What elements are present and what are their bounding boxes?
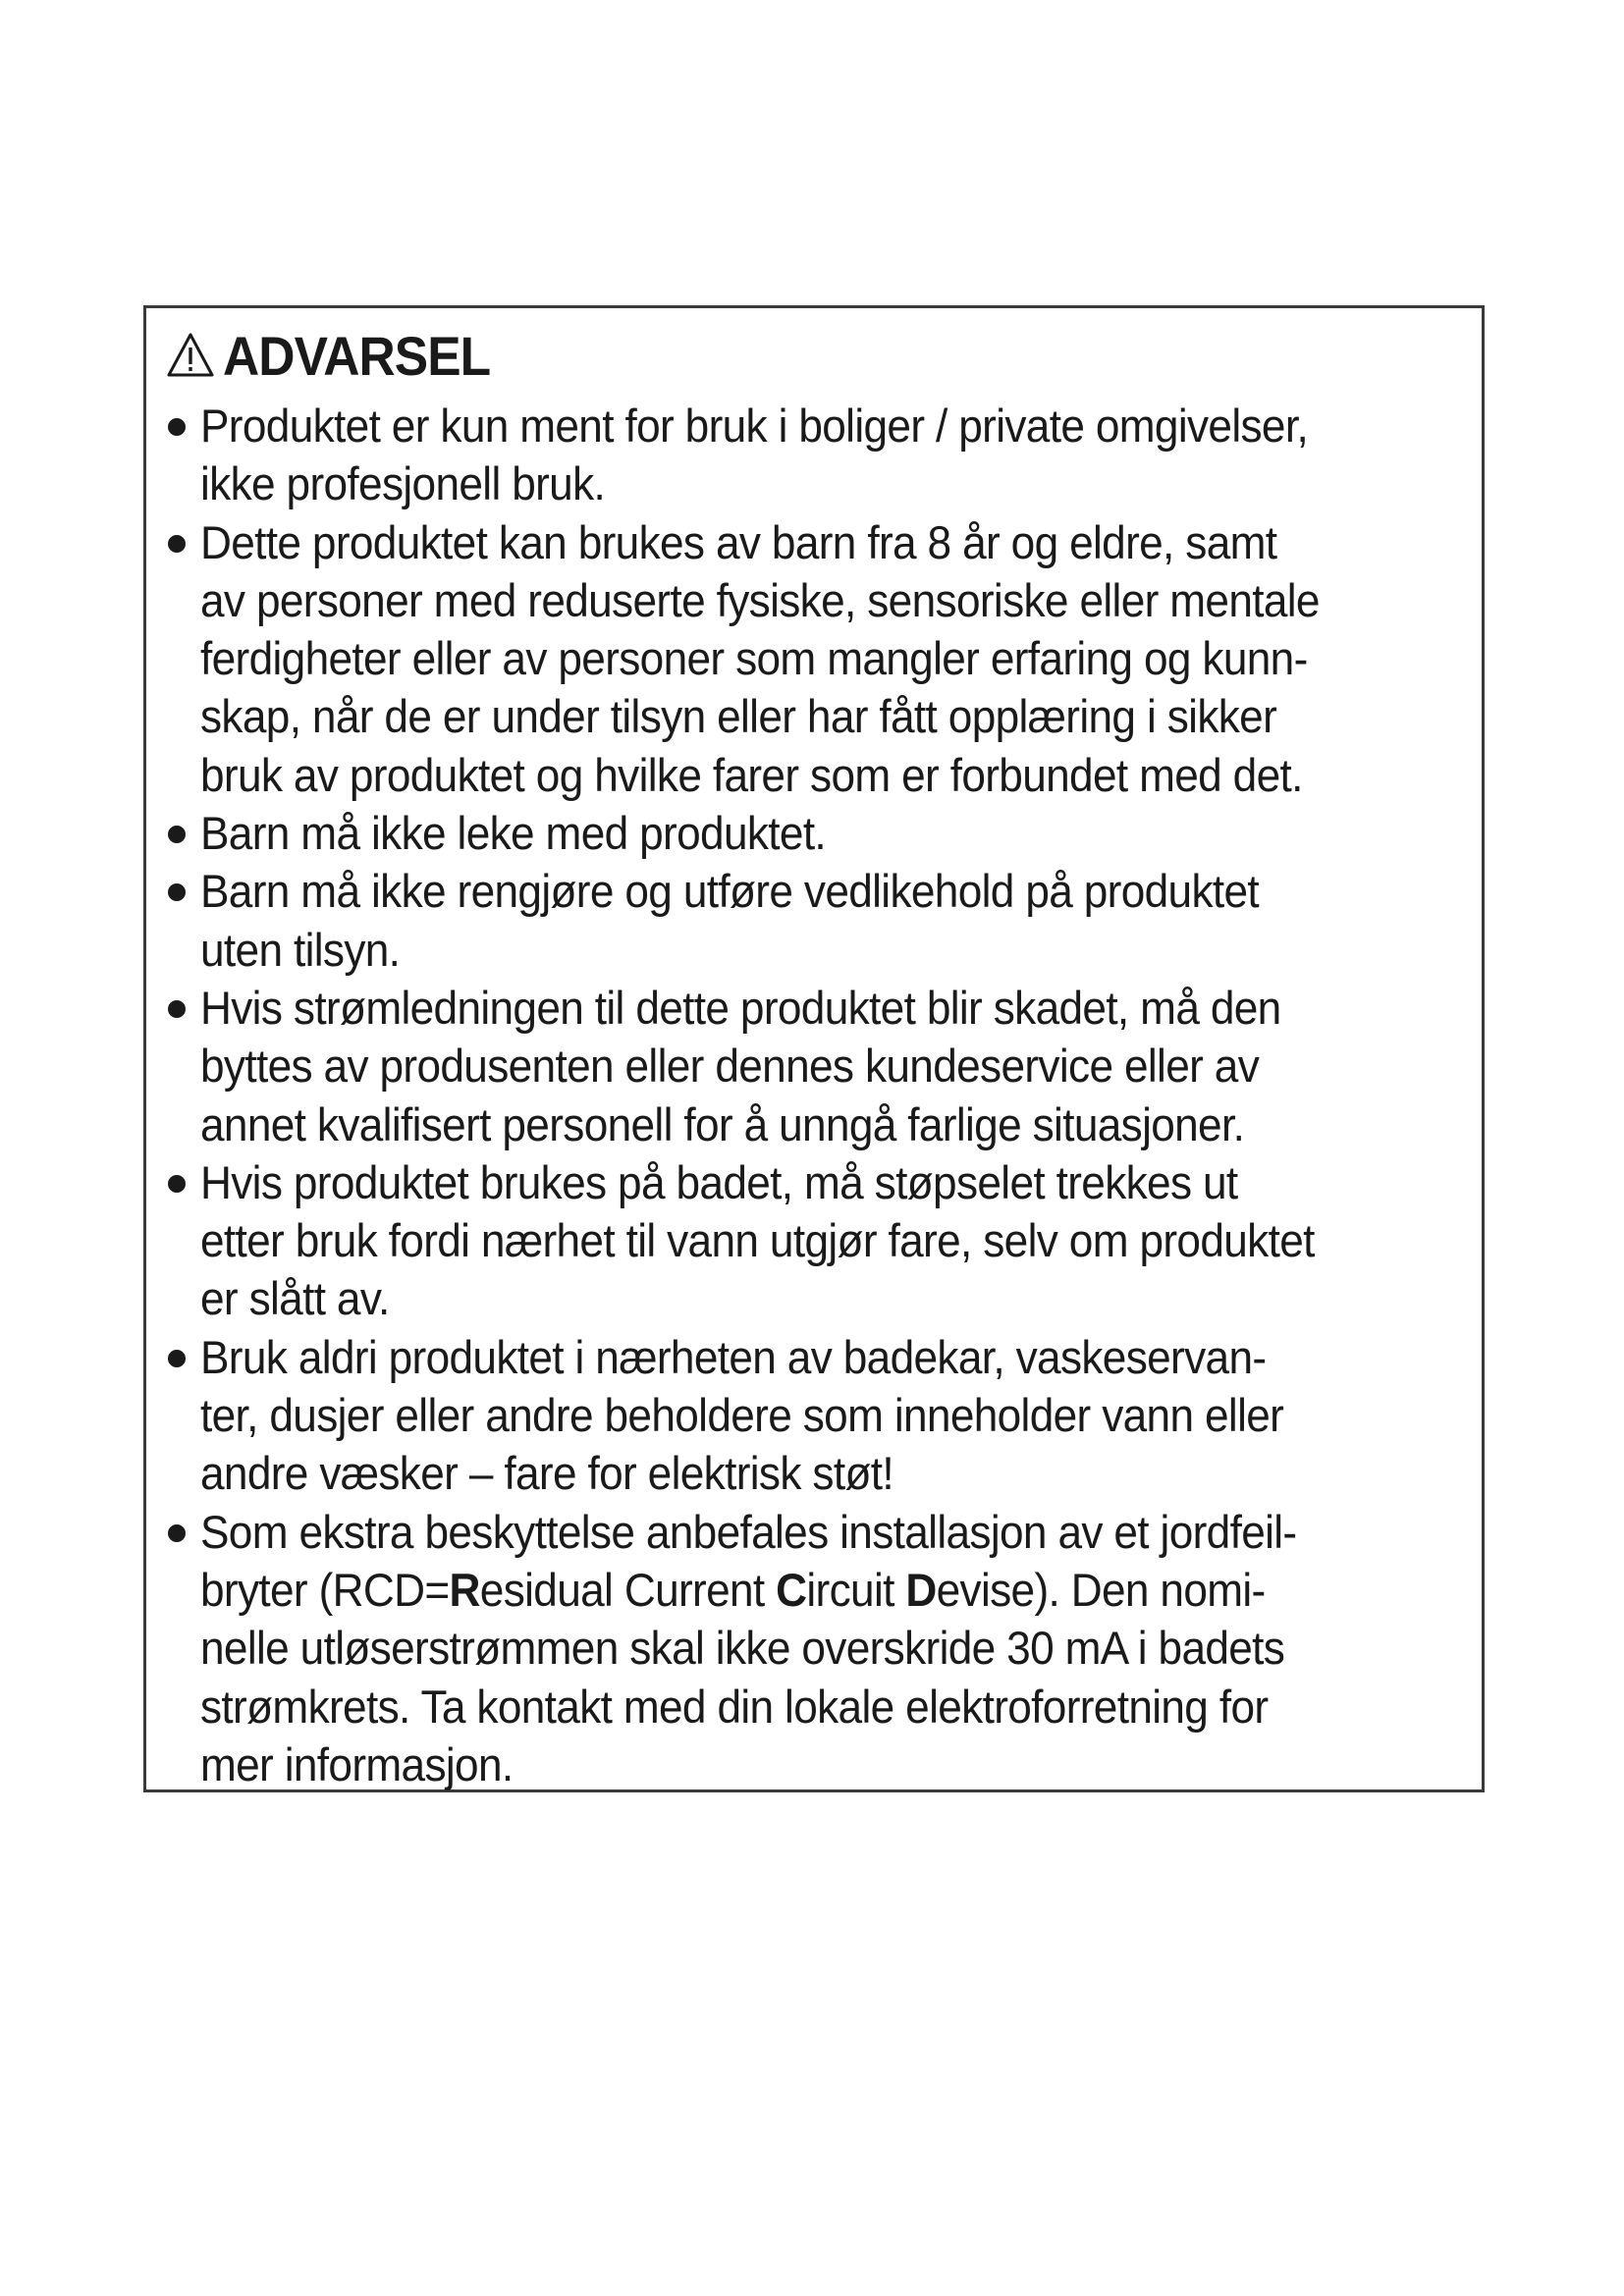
- item-line: byttes av produsenten eller dennes kundeservice eller av: [200, 1040, 1260, 1093]
- item-line: Bruk aldri produktet i nærheten av badekar, vaskeservan-: [200, 1330, 1267, 1383]
- item-line: nelle utløserstrømmen skal ikke overskride 30 mA i badets: [200, 1622, 1285, 1675]
- item-line: ikke profesjonell bruk.: [200, 457, 606, 510]
- item-line: uten tilsyn.: [200, 923, 401, 976]
- item-line: ter, dusjer eller andre beholdere som inneholder vann eller: [200, 1389, 1284, 1442]
- bullet-icon: [168, 1350, 186, 1367]
- warning-heading: [166, 322, 1460, 389]
- list-item: [166, 1328, 1460, 1503]
- list-item: [166, 804, 1460, 862]
- bullet-icon: [168, 883, 186, 901]
- warning-title: ADVARSEL: [223, 324, 491, 387]
- item-line: strømkrets. Ta kontakt med din lokale elektroforretning for: [200, 1680, 1269, 1733]
- list-item: [166, 862, 1460, 979]
- bullet-icon: [168, 1175, 186, 1193]
- item-line: skap, når de er under tilsyn eller har fått opplæring i sikker: [200, 690, 1277, 743]
- list-item: [166, 513, 1460, 804]
- bold-letter: D: [905, 1563, 937, 1616]
- bullet-icon: [168, 418, 186, 436]
- list-item: [166, 397, 1460, 513]
- item-line: Produktet er kun ment for bruk i boliger / private omgivelser,: [200, 400, 1309, 452]
- bullet-icon: [168, 1524, 186, 1542]
- item-line: annet kvalifisert personell for å unngå farlige situasjoner.: [200, 1097, 1245, 1150]
- item-line: Dette produktet kan brukes av barn fra 8 år og eldre, samt: [200, 515, 1277, 568]
- list-item: [166, 1503, 1460, 1793]
- list-item: [166, 1153, 1460, 1328]
- text-fragment: bryter (RCD=: [200, 1563, 450, 1616]
- item-line-rcd: [200, 1561, 1384, 1619]
- item-line: Barn må ikke rengjøre og utføre vedlikehold på produktet: [200, 865, 1260, 918]
- bullet-icon: [168, 1000, 186, 1018]
- item-line: Barn må ikke leke med produktet.: [200, 807, 827, 860]
- item-line: mer informasjon.: [200, 1737, 514, 1790]
- item-line: ferdigheter eller av personer som mangler erfaring og kunn-: [200, 632, 1308, 685]
- bold-letter: R: [449, 1563, 480, 1616]
- item-line: Hvis produktet brukes på badet, må støpselet trekkes ut: [200, 1155, 1238, 1208]
- item-line: Som ekstra beskyttelse anbefales installasjon av et jordfeil-: [200, 1505, 1297, 1558]
- item-line: etter bruk fordi nærhet til vann utgjør fare, selv om produktet: [200, 1214, 1315, 1267]
- list-item: [166, 979, 1460, 1153]
- warning-box: [143, 305, 1485, 1792]
- bold-letter: C: [776, 1563, 807, 1616]
- text-fragment: ircuit: [806, 1563, 906, 1616]
- warning-triangle-icon: [166, 332, 215, 379]
- item-line: av personer med reduserte fysiske, sensoriske eller mentale: [200, 573, 1320, 626]
- warning-list: [166, 397, 1460, 1793]
- item-line: andre væsker – fare for elektrisk støt!: [200, 1447, 894, 1500]
- bullet-icon: [168, 535, 186, 553]
- text-fragment: esidual Current: [479, 1563, 777, 1616]
- item-line: er slått av.: [200, 1272, 390, 1325]
- text-fragment: evise). Den nomi-: [936, 1563, 1266, 1616]
- bullet-icon: [168, 826, 186, 843]
- item-line: bruk av produktet og hvilke farer som er forbundet med det.: [200, 748, 1303, 801]
- item-line: Hvis strømledningen til dette produktet blir skadet, må den: [200, 981, 1281, 1034]
